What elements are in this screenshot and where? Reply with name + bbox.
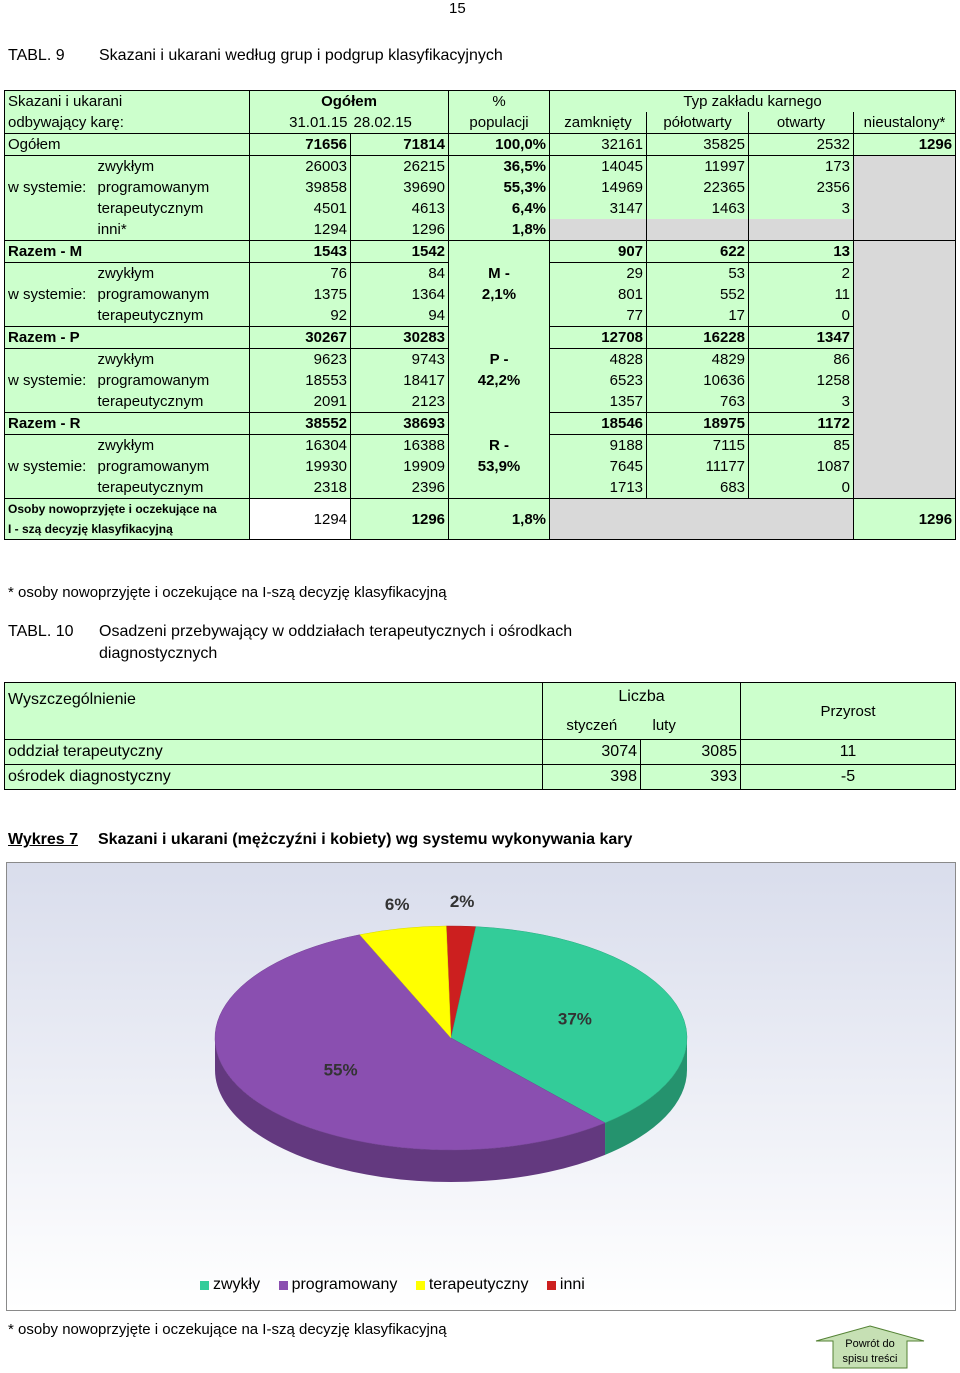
- ogolem-z: 32161: [550, 134, 647, 156]
- w-systemie-label: w systemie:: [5, 456, 95, 477]
- cell: 3: [749, 391, 854, 413]
- cell: 11: [741, 740, 956, 765]
- cell: 13: [749, 241, 854, 263]
- cell: 1,8%: [449, 219, 550, 241]
- cell: 53: [647, 263, 749, 285]
- cell: 53,9%: [449, 456, 550, 477]
- cell: 1364: [351, 284, 449, 305]
- cell: 1296: [854, 499, 956, 540]
- cell: 2,1%: [449, 284, 550, 305]
- cell: 84: [351, 263, 449, 285]
- row-razem-m: [5, 241, 956, 263]
- footnote-2: * osoby nowoprzyjęte i oczekujące na I-szą decyzję klasyfikacyjną: [8, 1321, 447, 1338]
- cell: 2356: [749, 177, 854, 198]
- cell: 19909: [351, 456, 449, 477]
- legend-label: inni: [559, 1276, 585, 1293]
- cell: 173: [749, 156, 854, 178]
- cell: R -: [449, 435, 550, 457]
- ogolem-pct: 100,0%: [449, 134, 550, 156]
- razem-r-label: Razem - R: [5, 413, 250, 435]
- cell: 36,5%: [449, 156, 550, 178]
- cell: 2123: [351, 391, 449, 413]
- cell: 398: [543, 765, 641, 790]
- pie-data-label: 6%: [384, 894, 410, 914]
- cell: 3074: [543, 740, 641, 765]
- row-osoby: [5, 499, 956, 520]
- row-razem-p: [5, 327, 956, 349]
- cell: 907: [550, 241, 647, 263]
- w-systemie-label: w systemie:: [5, 370, 95, 391]
- head-wyszczegolnienie: Wyszczególnienie: [5, 683, 543, 740]
- row-razem-r: [5, 413, 956, 435]
- ogolem-p: 35825: [647, 134, 749, 156]
- chart-label: Wykres 7: [8, 831, 78, 848]
- table-row: [5, 263, 956, 285]
- cell: 1258: [749, 370, 854, 391]
- cell: 1296: [351, 219, 449, 241]
- cell: 393: [641, 765, 741, 790]
- cell: 6,4%: [449, 198, 550, 219]
- row-label: zwykłym: [97, 265, 155, 282]
- table-row: [5, 156, 956, 178]
- cell: 16388: [351, 435, 449, 457]
- cell: 29: [550, 263, 647, 285]
- table-row: [5, 177, 956, 198]
- cell: 1375: [250, 284, 351, 305]
- row-label: ośrodek diagnostyczny: [5, 765, 543, 790]
- cell: 4828: [550, 349, 647, 371]
- table-9: [4, 90, 956, 540]
- legend-item: [416, 1276, 529, 1294]
- cell: 4501: [250, 198, 351, 219]
- cell: 1087: [749, 456, 854, 477]
- cell: 11177: [647, 456, 749, 477]
- cell: 38693: [351, 413, 449, 435]
- page-number: 15: [449, 0, 466, 17]
- cell: 7115: [647, 435, 749, 457]
- cell: 39858: [250, 177, 351, 198]
- cell: 0: [749, 477, 854, 499]
- cell: 86: [749, 349, 854, 371]
- cell: -5: [741, 765, 956, 790]
- head-polotwarty: półotwarty: [647, 112, 749, 134]
- pie-data-label: 37%: [557, 1009, 592, 1029]
- chart-title: Skazani i ukarani (mężczyźni i kobiety) wg systemu wykonywania kary: [98, 831, 633, 848]
- cell: 11: [749, 284, 854, 305]
- row-label: zwykłym: [97, 437, 155, 454]
- w-systemie-label: w systemie:: [5, 284, 95, 305]
- row-label: zwykłym: [97, 158, 155, 175]
- cell: 1296: [351, 499, 449, 540]
- head-date1: 31.01.15: [250, 112, 351, 134]
- cell: 4613: [351, 198, 449, 219]
- razem-m-label: Razem - M: [5, 241, 250, 263]
- chart-area: [6, 862, 956, 1311]
- cell: 14045: [550, 156, 647, 178]
- pie-data-label: 55%: [323, 1060, 358, 1080]
- table-row: [5, 305, 956, 327]
- head-pct: %: [449, 91, 550, 113]
- back-label-2: spisu treści: [842, 1353, 898, 1365]
- cell: 9623: [250, 349, 351, 371]
- table-row: [5, 370, 956, 391]
- back-label-1: Powrót do: [845, 1338, 895, 1350]
- ogolem-label: Ogółem: [5, 134, 250, 156]
- cell: 55,3%: [449, 177, 550, 198]
- cell: 1294: [250, 219, 351, 241]
- cell: 1294: [250, 499, 351, 540]
- cell: 14969: [550, 177, 647, 198]
- cell: 18553: [250, 370, 351, 391]
- cell: 2: [749, 263, 854, 285]
- cell: 1542: [351, 241, 449, 263]
- cell: 42,2%: [449, 370, 550, 391]
- cell: 30283: [351, 327, 449, 349]
- table-9-label: TABL. 9: [8, 47, 65, 64]
- head-zamkniety: zamknięty: [550, 112, 647, 134]
- table-row: [5, 219, 956, 241]
- cell: 2318: [250, 477, 351, 499]
- table-row: [5, 349, 956, 371]
- ogolem-a: 71656: [250, 134, 351, 156]
- cell: 12708: [550, 327, 647, 349]
- cell: 39690: [351, 177, 449, 198]
- head-przyrost: Przyrost: [741, 683, 956, 740]
- head-date2: 28.02.15: [351, 112, 449, 134]
- osoby-label-a: Osoby nowoprzyjęte i oczekujące na: [5, 499, 250, 520]
- cell: 763: [647, 391, 749, 413]
- legend-label: programowany: [291, 1276, 398, 1293]
- cell: 3085: [641, 740, 741, 765]
- cell: 1,8%: [449, 499, 550, 540]
- cell: 622: [647, 241, 749, 263]
- ogolem-n: 1296: [854, 134, 956, 156]
- table-row: [5, 284, 956, 305]
- legend-label: terapeutyczny: [428, 1276, 529, 1293]
- cell: 552: [647, 284, 749, 305]
- cell: 801: [550, 284, 647, 305]
- table-row: [5, 435, 956, 457]
- cell: 11997: [647, 156, 749, 178]
- cell: 26003: [250, 156, 351, 178]
- head-col1b: odbywający karę:: [5, 112, 250, 134]
- cell: 22365: [647, 177, 749, 198]
- pie-chart: [7, 863, 955, 1310]
- legend-item: [547, 1276, 585, 1294]
- cell: 6523: [550, 370, 647, 391]
- cell: 26215: [351, 156, 449, 178]
- table-10-label: TABL. 10: [8, 623, 74, 640]
- row-label: programowanym: [97, 179, 210, 196]
- cell: 1172: [749, 413, 854, 435]
- legend-label: zwykły: [213, 1276, 261, 1293]
- cell: 7645: [550, 456, 647, 477]
- cell: 3147: [550, 198, 647, 219]
- row-label: terapeutycznym: [95, 477, 250, 499]
- w-systemie-label: w systemie:: [5, 177, 95, 198]
- head-liczba: Liczba: [543, 683, 741, 712]
- table-row: [5, 765, 956, 790]
- cell: 2091: [250, 391, 351, 413]
- cell: 17: [647, 305, 749, 327]
- table-10: [4, 682, 956, 790]
- cell: 1463: [647, 198, 749, 219]
- cell: 9743: [351, 349, 449, 371]
- cell: 16304: [250, 435, 351, 457]
- cell: 9188: [550, 435, 647, 457]
- head-col1: Skazani i ukarani: [5, 91, 250, 113]
- row-label: terapeutycznym: [95, 305, 250, 327]
- cell: 1543: [250, 241, 351, 263]
- cell: 18417: [351, 370, 449, 391]
- legend-item: [200, 1276, 260, 1294]
- head-typ: Typ zakładu karnego: [550, 91, 956, 113]
- head-nieustalony: nieustalony*: [854, 112, 956, 134]
- cell: 10636: [647, 370, 749, 391]
- cell: 0: [749, 305, 854, 327]
- table-row: [5, 198, 956, 219]
- cell: 30267: [250, 327, 351, 349]
- cell: 18975: [647, 413, 749, 435]
- cell: 38552: [250, 413, 351, 435]
- head-luty: luty: [641, 711, 741, 740]
- row-label: programowanym: [97, 286, 210, 303]
- head-pct-b: populacji: [449, 112, 550, 134]
- table-9-title: Skazani i ukarani według grup i podgrup klasyfikacyjnych: [99, 47, 503, 64]
- cell: 92: [250, 305, 351, 327]
- row-label: terapeutycznym: [97, 200, 204, 217]
- cell: 16228: [647, 327, 749, 349]
- head-otwarty: otwarty: [749, 112, 854, 134]
- row-label: inni*: [95, 219, 250, 241]
- chart-legend: [200, 1276, 599, 1295]
- cell: 1713: [550, 477, 647, 499]
- ogolem-b: 71814: [351, 134, 449, 156]
- cell: 3: [749, 198, 854, 219]
- cell: M -: [449, 263, 550, 285]
- table-10-title-b: diagnostycznych: [99, 645, 218, 662]
- cell: 94: [351, 305, 449, 327]
- table-row: [5, 740, 956, 765]
- cell: 19930: [250, 456, 351, 477]
- row-label: programowanym: [97, 372, 210, 389]
- row-label: programowanym: [97, 458, 210, 475]
- row-ogolem: [5, 134, 956, 156]
- cell: 76: [250, 263, 351, 285]
- cell: 683: [647, 477, 749, 499]
- ogolem-o: 2532: [749, 134, 854, 156]
- table-row: [5, 477, 956, 499]
- row-label: terapeutycznym: [95, 391, 250, 413]
- razem-p-label: Razem - P: [5, 327, 250, 349]
- table-10-title-a: Osadzeni przebywający w oddziałach terapeutycznych i ośrodkach: [99, 623, 573, 640]
- back-to-toc-button[interactable]: [815, 1325, 925, 1369]
- cell: 2396: [351, 477, 449, 499]
- row-label: oddział terapeutyczny: [5, 740, 543, 765]
- cell: 18546: [550, 413, 647, 435]
- head-styczen: styczeń: [543, 711, 641, 740]
- table-row: [5, 456, 956, 477]
- cell: 85: [749, 435, 854, 457]
- table-row: [5, 391, 956, 413]
- row-label: zwykłym: [97, 351, 155, 368]
- cell: P -: [449, 349, 550, 371]
- legend-item: [279, 1276, 398, 1294]
- cell: 1357: [550, 391, 647, 413]
- cell: 4829: [647, 349, 749, 371]
- footnote-1: * osoby nowoprzyjęte i oczekujące na I-szą decyzję klasyfikacyjną: [8, 584, 447, 601]
- head-total: Ogółem: [250, 91, 449, 113]
- cell: 77: [550, 305, 647, 327]
- cell: 1347: [749, 327, 854, 349]
- osoby-label-b: I - szą decyzję klasyfikacyjną: [5, 519, 250, 540]
- pie-data-label: 2%: [449, 892, 475, 912]
